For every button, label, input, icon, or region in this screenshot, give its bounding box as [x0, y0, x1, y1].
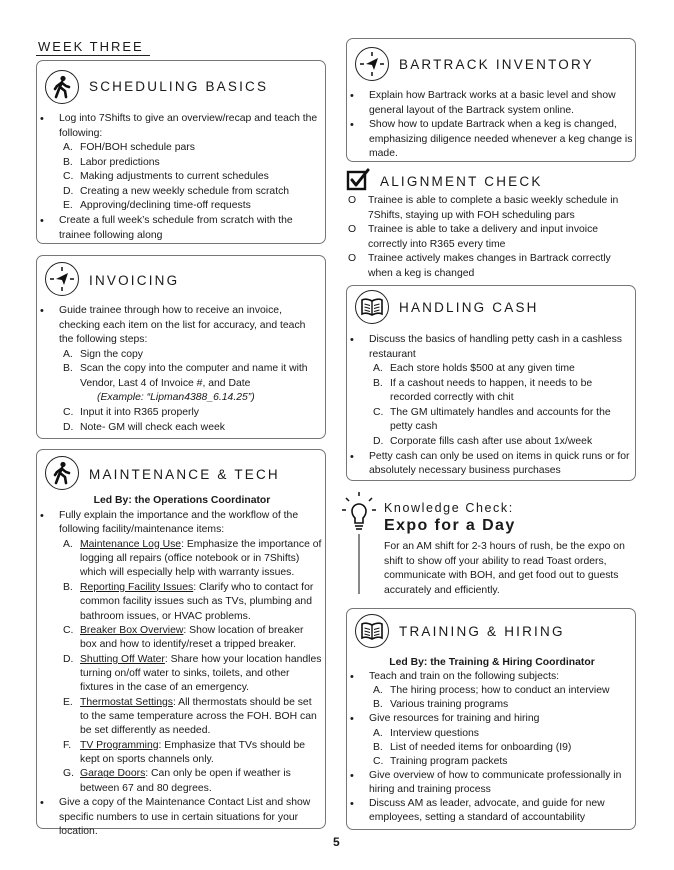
cash-sublist: [369, 362, 633, 449]
list-item: • Petty cash can only be used on items in quick runs or for absolutely necessary business purchases: [347, 450, 633, 479]
list-item: • Log into 7Shifts to give an overview/recap and teach the following: A. FOH/BOH schedule pars B. Labor predictions C. Making adjustments to current schedules D. Creating a new weekly schedule from scratch E. Approving/declining time-off requests: [37, 112, 325, 214]
list-item: E. Approving/declining time-off requests: [63, 200, 251, 212]
list-item: • Guide trainee through how to receive an invoice, checking each item on the list for accuracy, and teach the following steps: A. Sign the copy B. Scan the copy into the computer and name it with Vendor, Last 4 of Invoice #, and Date (Example: “Lipman4388_6.14.25”) C. Input it into R365 properly D. Note- GM will check each week: [37, 304, 313, 435]
list-item: D. Shutting Off Water: Share how your location handles turning on/off water to sinks, toilets, and other fixtures in the case of an emergency.: [63, 653, 322, 694]
invoicing-bullets: [37, 304, 313, 435]
list-item: B. Reporting Facility Issues: Clarify who to contact for common facility issues such as TVs, plumbing and bathroom issues, or HVAC problems.: [63, 581, 314, 622]
scheduling-sublist: [59, 141, 325, 214]
list-item: A. Sign the copy: [63, 348, 143, 360]
lightbulb-icon: [342, 490, 376, 594]
walking-person-icon: [45, 70, 79, 104]
list-item: • Give a copy of the Maintenance Contact List and show specific numbers to use in certain situations for your location.: [37, 796, 325, 839]
handling-cash-card: [346, 285, 636, 481]
list-item: B. Various training programs: [373, 699, 509, 711]
list-item: C. Input it into R365 properly: [63, 406, 199, 418]
list-item: (Example: “Lipman4388_6.14.25”): [97, 392, 255, 404]
bartrack-inventory-card: [346, 38, 636, 162]
training-hiring-title: TRAINING & HIRING: [399, 624, 565, 639]
maintenance-tech-title: MAINTENANCE & TECH: [89, 467, 280, 482]
list-item: A. Maintenance Log Use: Emphasize the importance of logging all repairs (office notebook or in 7Shifts) which will especially help with warranty issues.: [63, 538, 322, 579]
bartrack-inventory-title: BARTRACK INVENTORY: [399, 57, 594, 72]
maintenance-led-by: Led By: the Operations Coordinator: [93, 495, 271, 506]
list-item: • Explain how Bartrack works at a basic level and show general layout of the Bartrack system online.: [347, 89, 633, 118]
maintenance-sublist: [59, 538, 325, 796]
book-icon: [355, 290, 389, 324]
list-item: A. The hiring process; how to conduct an interview: [373, 685, 610, 697]
knowledge-check-label: Knowledge Check:: [384, 501, 514, 515]
maintenance-bullets: [37, 509, 325, 839]
list-item: D. Creating a new weekly schedule from scratch: [63, 185, 290, 197]
alignment-check-title: ALIGNMENT CHECK: [380, 174, 543, 189]
bartrack-bullets: [347, 89, 633, 162]
list-item: • Show how to update Bartrack when a keg is changed, emphasizing diligence needed whenever a keg change is made.: [347, 118, 633, 162]
knowledge-check-body: For an AM shift for 2-3 hours of rush, be the expo on shift to show off your ability to read Toast orders, communicate with BOH, and get food out to guests accurately and efficiently.: [384, 541, 625, 596]
training-sublist-1: [369, 684, 633, 712]
alignment-list: [346, 194, 636, 281]
list-item: B. If a cashout needs to happen, it needs to be recorded correctly with chit: [373, 377, 593, 404]
book-icon: [355, 614, 389, 648]
list-item: • Fully explain the importance and the workflow of the following facility/maintenance items: A. Maintenance Log Use: Emphasize the importance of logging all repairs (office notebook or in 7Shifts) which will especially help with warranty issues. B. Reporting Facility Issues: Clarify who to contact for common facility issues such as TVs, plumbing and bathroom issues, or HVAC problems. C. Breaker Box Overview: Show location of breaker box and how to identify/reset a tripped breaker. D. Shutting Off Water: Share how your location handles turning on/off water to sinks, toilets, and other fixtures in the case of an emergency. E. Thermostat Settings: All thermostats should be set to the same temperature across the FOH. BOH can be set differently as needed. F. TV Programming: Emphasize that TVs should be kept on sports channels only. G. Garage Doors: Can only be open if weather is between 67 and 80 degrees.: [37, 509, 325, 796]
page-number: 5: [333, 835, 340, 849]
invoicing-sublist: [59, 348, 313, 435]
list-item: • Create a full week’s schedule from scratch with the trainee following along: [37, 214, 325, 243]
maintenance-tech-card: [36, 449, 326, 837]
list-item: D. Corporate fills cash after use about 1x/week: [373, 435, 593, 447]
training-sublist-2: [369, 727, 633, 769]
list-item: B. Scan the copy into the computer and name it with Vendor, Last 4 of Invoice #, and Date: [63, 363, 308, 389]
list-item: A. Interview questions: [373, 727, 479, 739]
knowledge-check-title: Expo for a Day: [384, 517, 516, 534]
list-item: C. The GM ultimately handles and accounts for the petty cash: [373, 406, 611, 433]
training-bullets: [347, 670, 633, 826]
list-item: O Trainee is able to take a delivery and input invoice correctly into R365 every time: [348, 224, 599, 250]
list-item: C. Training program packets: [373, 755, 508, 767]
alignment-check-section: [346, 168, 636, 280]
list-item: G. Garage Doors: Can only be open if weather is between 67 and 80 degrees.: [63, 768, 291, 794]
list-item: E. Thermostat Settings: All thermostats should be set to the same temperature across the FOH. BOH can be set differently as needed.: [63, 696, 317, 737]
training-led-by: Led By: the Training & Hiring Coordinator: [389, 657, 595, 668]
training-hiring-card: [346, 608, 636, 830]
list-item: • Discuss AM as leader, advocate, and guide for new employees, setting a standard of accountability: [347, 797, 633, 825]
list-item: • Teach and train on the following subjects: A. The hiring process; how to conduct an interview B. Various training programs: [347, 670, 633, 712]
list-item: O Trainee is able to complete a basic weekly schedule in 7Shifts, staying up with FOH scheduling pars: [348, 195, 619, 221]
list-item: A. FOH/BOH schedule pars: [63, 142, 195, 154]
list-item: O Trainee actively makes changes in Bartrack correctly when a keg is changed: [348, 253, 611, 279]
week-title-underline: [36, 55, 150, 56]
knowledge-check-section: [340, 490, 640, 600]
compass-icon: [355, 47, 389, 81]
list-item: A. Each store holds $500 at any given time: [373, 363, 575, 375]
invoicing-title: INVOICING: [89, 273, 180, 288]
compass-icon: [45, 262, 79, 296]
checkbox-icon: [346, 168, 370, 192]
list-item: • Give overview of how to communicate professionally in hiring and training process: [347, 769, 633, 797]
invoicing-card: [36, 255, 326, 439]
scheduling-basics-card: [36, 60, 326, 244]
scheduling-basics-title: SCHEDULING BASICS: [89, 79, 269, 94]
handling-cash-title: HANDLING CASH: [399, 300, 539, 315]
list-item: C. Making adjustments to current schedules: [63, 171, 269, 183]
week-title: WEEK THREE: [38, 39, 144, 54]
list-item: • Give resources for training and hiring A. Interview questions B. List of needed items for onboarding (I9) C. Training program packets: [347, 712, 633, 769]
list-item: F. TV Programming: Emphasize that TVs should be kept on sports channels only.: [63, 739, 306, 766]
list-item: • Discuss the basics of handling petty cash in a cashless restaurant A. Each store holds $500 at any given time B. If a cashout needs to happen, it needs to be recorded correctly with chit C. The GM ultimately handles and accounts for the petty cash D. Corporate fills cash after use about 1x/week: [347, 333, 633, 450]
list-item: B. Labor predictions: [63, 156, 160, 168]
walking-person-icon: [45, 456, 79, 490]
list-item: D. Note- GM will check each week: [63, 421, 225, 433]
list-item: C. Breaker Box Overview: Show location of breaker box and how to identify/reset a tripped breaker.: [63, 624, 304, 651]
cash-bullets: [347, 333, 633, 479]
list-item: B. List of needed items for onboarding (I9): [373, 741, 572, 753]
scheduling-bullets: [37, 112, 325, 243]
